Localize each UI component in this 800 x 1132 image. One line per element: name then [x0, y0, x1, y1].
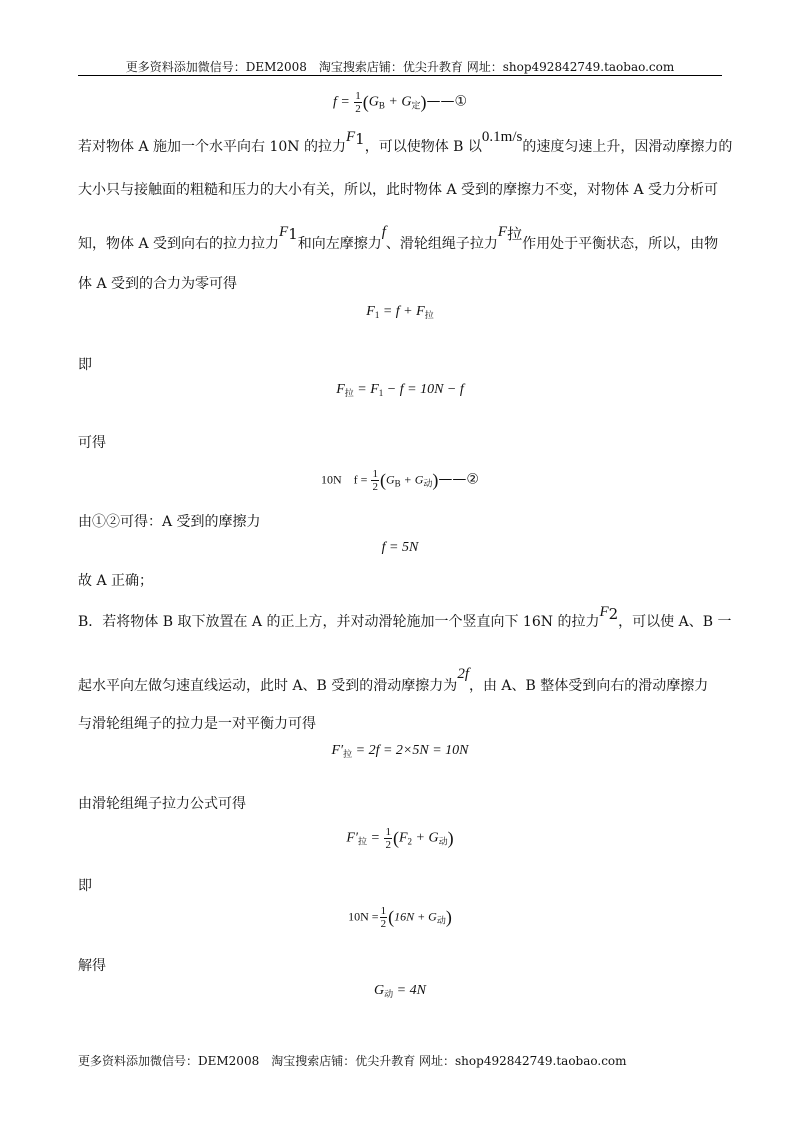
para2: 由①②可得：A 受到的摩擦力: [78, 514, 261, 530]
equation-6: $F'_拉 = 2f = 2\times 5N = 10N$: [331, 743, 469, 759]
equation-9: $G_动 = 4N$: [374, 983, 426, 999]
label-ji-2: 即: [78, 878, 92, 894]
label-kede: 可得: [78, 435, 106, 451]
label-jiede: 解得: [78, 958, 106, 974]
para1-line2: 大小只与接触面的粗糙和压力的大小有关，所以，此时物体 A 受到的摩擦力不变，对物体 A 受力分析可: [78, 182, 719, 198]
equation-5: f = 5N: [381, 540, 419, 555]
label-ji-1: 即: [78, 357, 92, 373]
para1-line3: 知，物体 A 受到向右的拉力拉力F1和向左摩擦力f、滑轮组绳子拉力F拉作用处于平衡状态，所以，由物: [78, 224, 719, 252]
header-divider: [78, 75, 722, 76]
fraction: $\frac{1}{2}$: [355, 90, 361, 115]
equation-7: $F'_拉$ = $\frac{1}{2}$ $(F_2 + G_动)$: [346, 826, 454, 851]
paraB-line3: 与滑轮组绳子的拉力是一对平衡力可得: [78, 716, 316, 732]
equation-3: $F_拉 = F_1 - f = 10N - f$: [336, 382, 464, 398]
equation-4: 10N f = $\frac{1}{2}$ ($G_B$ + $G_动)——②$: [321, 468, 479, 493]
para3: 由滑轮组绳子拉力公式可得: [78, 796, 246, 812]
fraction: $\frac{1}{2}$: [385, 826, 391, 851]
conclusion-a: 故 A 正确；: [78, 573, 154, 589]
para1-line1: 若对物体 A 施加一个水平向右 10N 的拉力F1，可以使物体 B 以0.1m/s的速度匀速上升，因滑动摩擦力的: [78, 129, 733, 155]
equation-8: 10N = $\frac{1}{2}$ $(16N + G_动)$: [348, 905, 452, 930]
page-header: 更多资料添加微信号：DEM2008 淘宝搜索店铺：优尖升教育 网址：shop492842749.taobao.com: [125, 60, 675, 74]
fraction: $\frac{1}{2}$: [380, 905, 387, 930]
fraction: $\frac{1}{2}$: [372, 468, 378, 493]
para1-line4: 体 A 受到的合力为零可得: [78, 276, 238, 292]
page-footer: 更多资料添加微信号：DEM2008 淘宝搜索店铺：优尖升教育 网址：shop492842749.taobao.com: [78, 1054, 627, 1068]
equation-2: $F_1 = f + F_拉$: [366, 304, 434, 320]
paraB-line2: 起水平向左做匀速直线运动，此时 A、B 受到的滑动摩擦力为2f，由 A、B 整体受到向右的滑动摩擦力: [78, 666, 709, 694]
paraB-line1: B．若将物体 B 取下放置在 A 的正上方，并对动滑轮施加一个竖直向下 16N 的拉力F2，可以使 A、B 一: [78, 604, 732, 630]
equation-1: f = $\frac{1}{2}$ ($G_B$ + $G_定)——①$: [332, 90, 468, 115]
